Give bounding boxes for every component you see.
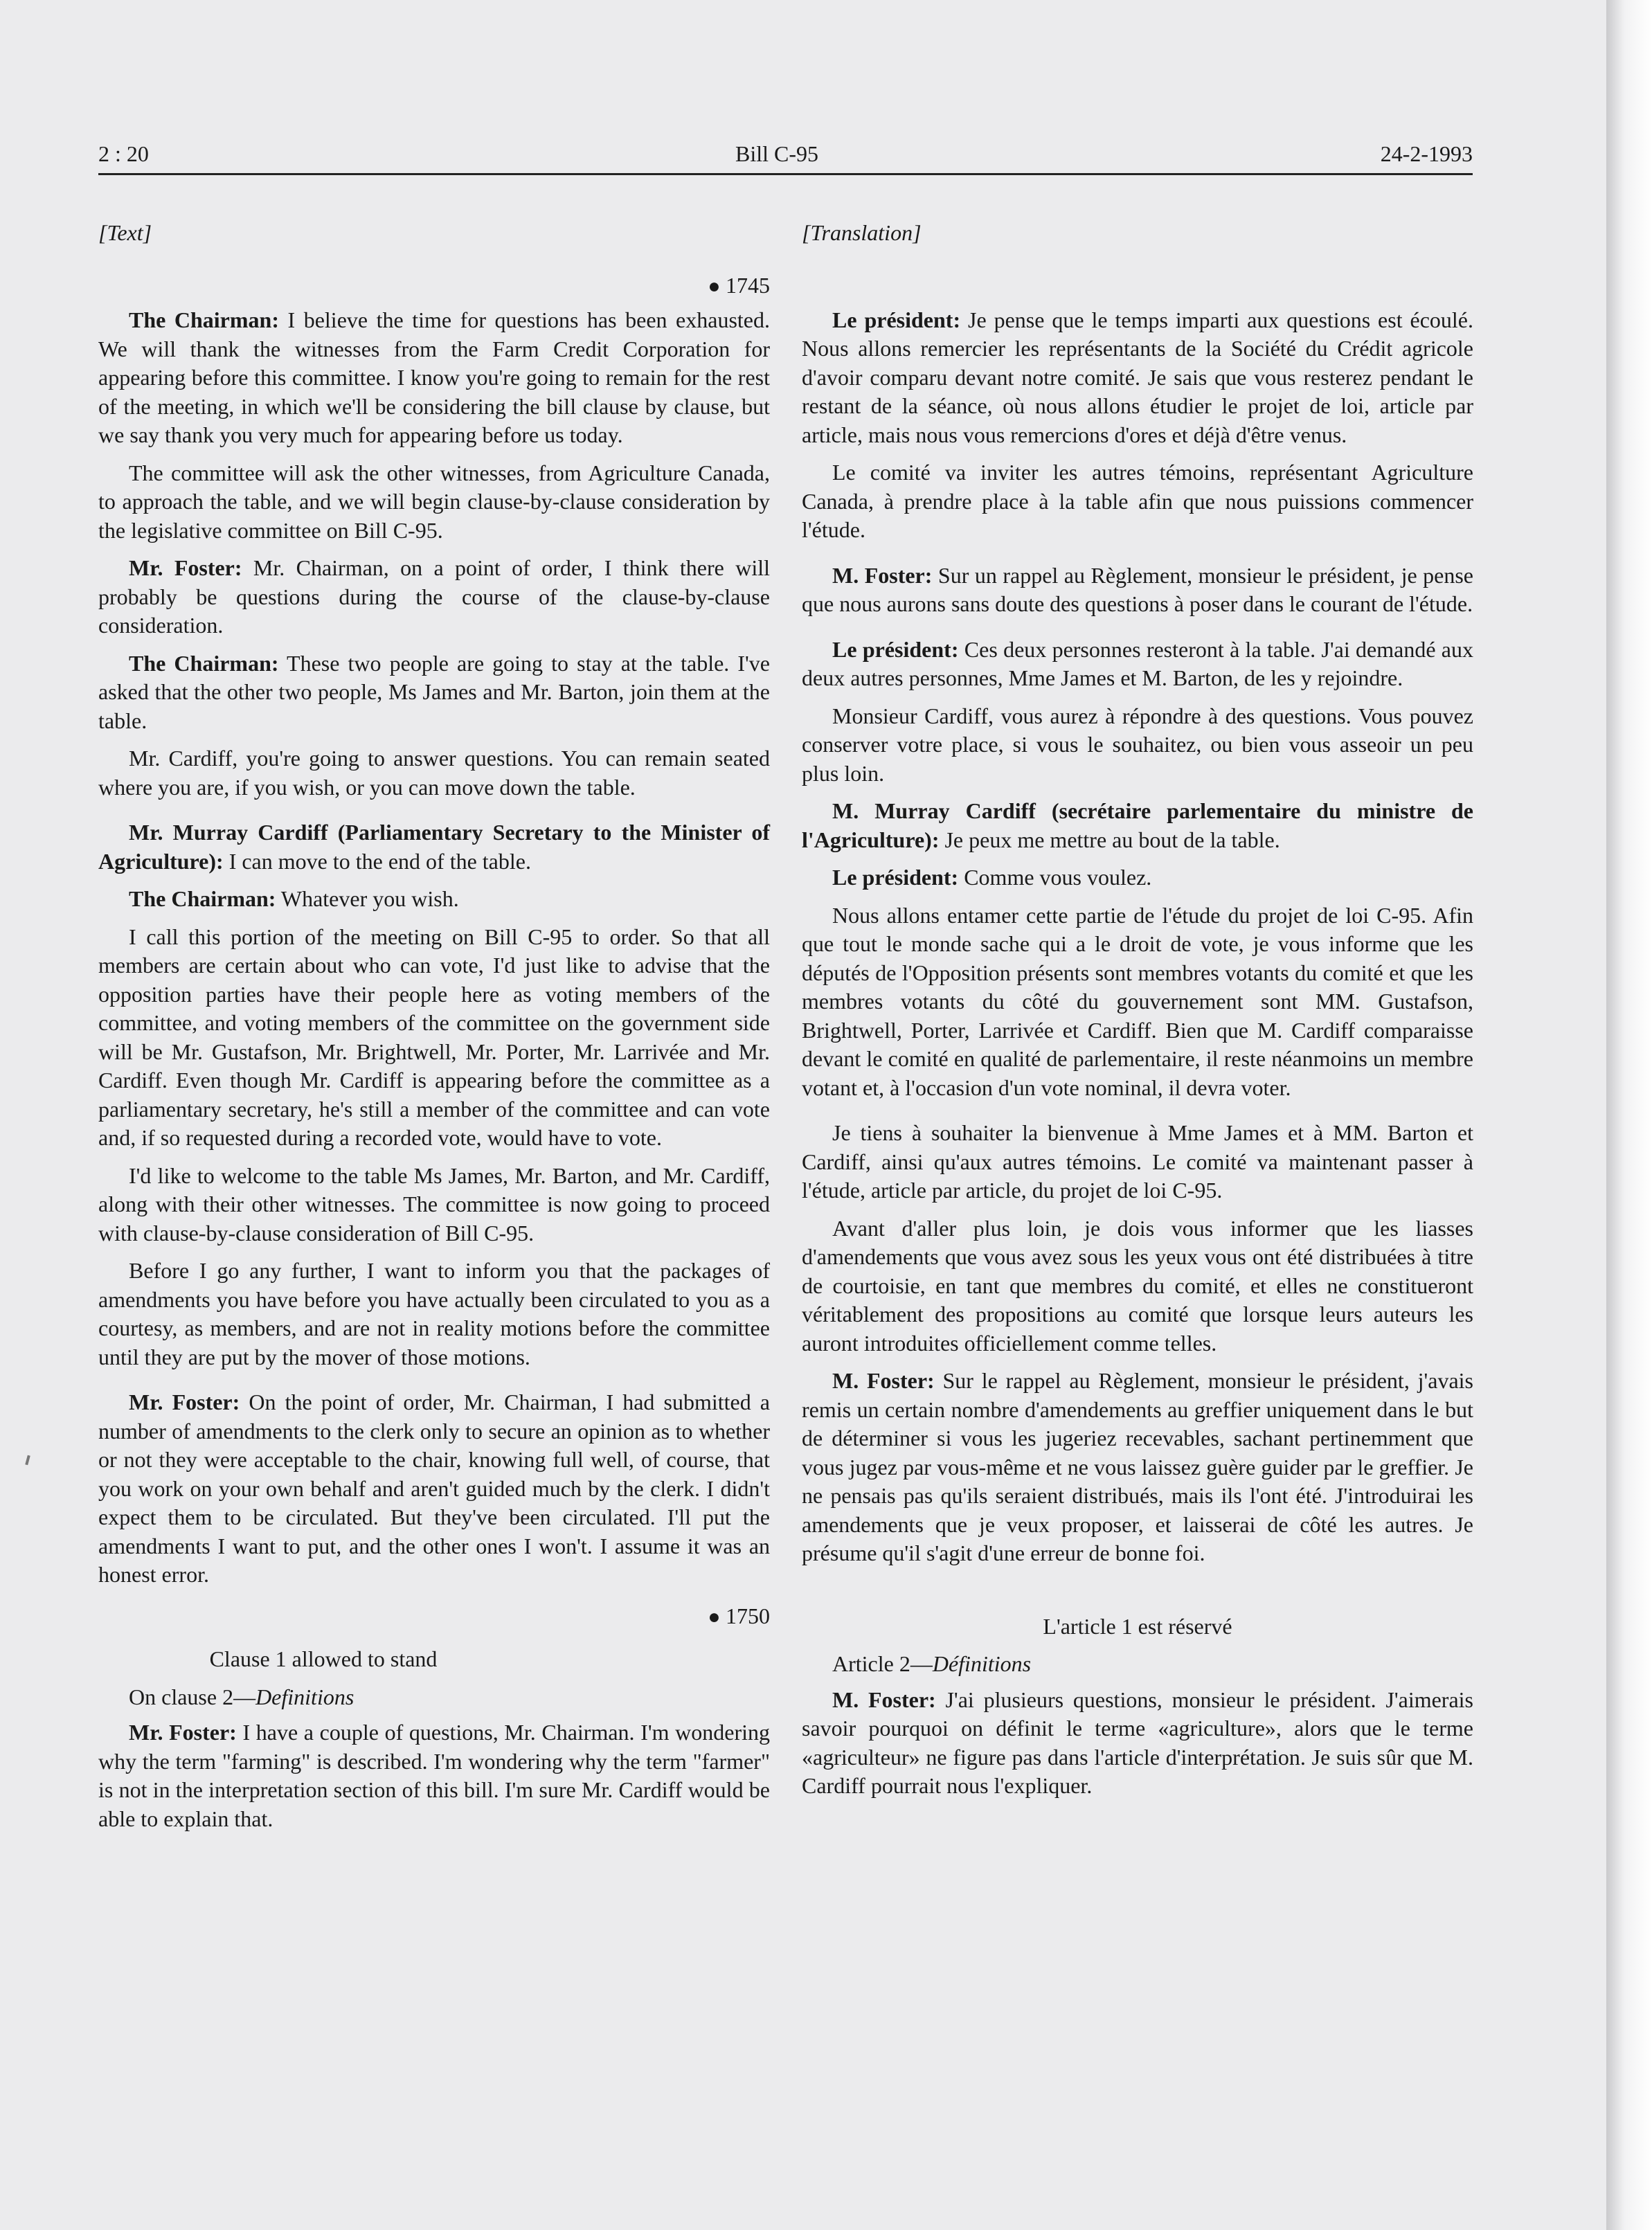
page-header <box>98 141 1473 173</box>
speaker-name: Mr. Foster: <box>129 555 242 580</box>
paragraph <box>802 458 1473 545</box>
speech-text: Whatever you wish. <box>276 886 459 911</box>
speech-text: Ces deux personnes resteront à la table. J'ai demandé aux deux autres personnes, Mme James et M. Barton, de les y rejoindre. <box>802 636 1474 690</box>
clause-heading-title: Définitions <box>932 1651 1032 1676</box>
speaker-name: The Chairman: <box>129 650 279 676</box>
speech-text: Nous allons entamer cette partie de l'étude du projet de loi C-95. Afin que tout le monde sache qui a le droit de vote, je vous informe que les députés de l'Opposition présents sont membres votants du comité et que les membres votants du côté du gouvernement sont MM. Gustafson, Brightwell, Porter, Larrivée et Cardiff. Bien que M. Cardiff comparaisse devant le comité en qualité de parlementaire, il reste néanmoins un membre votant et, à l'occasion d'un vote nominal, il devra voter. <box>802 902 1473 1100</box>
speech-text: I believe the time for questions has been exhausted. We will thank the witnesses from the Farm Credit Corporation for appearing before this committee. I know you're going to remain for the rest of the meeting, in which we'll be considering the bill clause by clause, but we say thank you very much for appearing before us today. <box>98 307 770 447</box>
speaker-name: Mr. Foster: <box>129 1720 237 1745</box>
speaker-name: The Chairman: <box>129 886 276 911</box>
speech-text: These two people are going to stay at the table. I've asked that the other two people, Ms James and Mr. Barton, join them at the table. <box>98 650 771 733</box>
time-marker: ● 1745 <box>708 272 770 298</box>
paragraph <box>98 885 770 914</box>
speech-text: Mr. Cardiff, you're going to answer questions. You can remain seated where you are, if you wish, or you can move down the table. <box>98 746 770 800</box>
clause-status: L'article 1 est réservé <box>1043 1613 1232 1639</box>
column-label: [Translation] <box>802 220 922 245</box>
paragraph <box>802 1367 1473 1568</box>
paragraph <box>802 561 1473 619</box>
paragraph <box>802 636 1473 693</box>
clause-heading <box>98 1683 770 1712</box>
clause-heading <box>802 1650 1473 1679</box>
paragraph <box>98 306 770 450</box>
paragraph <box>802 1214 1473 1358</box>
speech-text: Je tiens à souhaiter la bienvenue à Mme James et à MM. Barton et Cardiff, ainsi qu'aux autres témoins. Le comité va maintenant passer à l'étude, article par article, du projet de loi C-95. <box>802 1120 1473 1203</box>
page-number: 2 : 20 <box>98 141 149 166</box>
time-marker: ● 1750 <box>708 1603 770 1628</box>
speech-text: Before I go any further, I want to inform you that the packages of amendments you have before you have actually been circulated to you as a courtesy, as members, and are not in reality motions before the committee until they are put by the mover of those motions. <box>98 1258 770 1369</box>
speech-text: Je peux me mettre au bout de la table. <box>939 827 1280 852</box>
clause-heading-prefix: Article 2— <box>832 1651 933 1676</box>
speaker-name: M. Foster: <box>832 1687 936 1712</box>
paragraph <box>802 863 1473 892</box>
paragraph <box>802 306 1473 450</box>
paragraph <box>802 1686 1473 1801</box>
speaker-name: Le président: <box>832 865 959 890</box>
speaker-name: Mr. Foster: <box>129 1390 240 1414</box>
paragraph <box>98 649 770 736</box>
page-edge-shadow <box>1606 0 1652 2230</box>
english-column <box>98 219 770 1842</box>
speech-text: Sur le rappel au Règlement, monsieur le président, j'avais remis un certain nombre d'amendements au greffier uniquement dans le but de déterminer si vous les jugeriez recevables, sachant pertinemment que vous jugez par vous-même et ne vous laissez guère guider par le greffier. Je ne pensais pas qu'ils seraient distribués, mais ils l'ont été. J'introduirai les amendements que je veux proposer, et laisserai de côté les autres. Je présume qu'il s'agit d'une erreur de bonne foi. <box>802 1368 1474 1565</box>
paragraph <box>802 1119 1473 1205</box>
speaker-name: The Chairman: <box>129 307 279 332</box>
speech-text: I have a couple of questions, Mr. Chairman. I'm wondering why the term "farming" is described. I'm wondering why the term "farmer" is not in the interpretation section of this bill. I'm sure Mr. Cardiff would be able to explain that. <box>98 1720 771 1831</box>
speech-text: Sur un rappel au Règlement, monsieur le président, je pense que nous aurons sans doute des questions à poser dans le courant de l'étude. <box>802 562 1474 616</box>
speech-text: Mr. Chairman, on a point of order, I think there will probably be questions during the course of the clause-by-clause consideration. <box>98 555 771 638</box>
speaker-name: Mr. Murray Cardiff (Parliamentary Secretary to the Minister of Agriculture): <box>98 820 770 874</box>
clause-status: Clause 1 allowed to stand <box>209 1646 438 1671</box>
speech-text: Monsieur Cardiff, vous aurez à répondre à des questions. Vous pouvez conserver votre place, si vous le souhaitez, ou bien vous asseoir un peu plus loin. <box>802 703 1473 786</box>
speech-text: Je pense que le temps imparti aux questions est écoulé. Nous allons remercier les représentants de la Société du Crédit agricole d'avoir comparu devant notre comité. Je sais que vous resterez pendant le restant de la séance, où nous allons étudier le projet de loi, article par article, mais nous vous remercions d'ores et déjà d'être venus. <box>802 307 1474 447</box>
speech-text: I can move to the end of the table. <box>223 848 531 874</box>
speech-text: I call this portion of the meeting on Bill C-95 to order. So that all members are certain about who can vote, I'd just like to advise that the opposition parties have their people here as voting members of the committee, and voting members of the committee on the government side will be Mr. Gustafson, Mr. Brightwell, Mr. Porter, Mr. Larrivée and Mr. Cardiff. Even though Mr. Cardiff is appearing before the committee as a parliamentary secretary, he's still a member of the committee and can vote and, if so requested during a recorded vote, would have to vote. <box>98 924 770 1150</box>
margin-mark <box>25 1455 30 1466</box>
bill-title: Bill C-95 <box>735 141 819 166</box>
paragraph <box>98 554 770 640</box>
speech-text: Comme vous voulez. <box>958 865 1152 890</box>
clause-heading-prefix: On clause 2— <box>129 1684 256 1709</box>
speech-text: Avant d'aller plus loin, je dois vous informer que les liasses d'amendements que vous avez sous les yeux vous ont été distribuées à titre de courtoisie, en tant que membres du comité, et elles ne constitueront véritablement des propositions au comité que lorsque leurs auteurs les auront introduites officiellement comme telles. <box>802 1215 1473 1356</box>
speaker-name: Le président: <box>832 307 961 332</box>
header-rule <box>98 173 1473 175</box>
speech-text: I'd like to welcome to the table Ms James, Mr. Barton, and Mr. Cardiff, along with their other witnesses. The committee is now going to proceed with clause-by-clause consideration of Bill C-95. <box>98 1162 770 1246</box>
time-value: 1750 <box>726 1603 770 1628</box>
paragraph <box>98 744 770 802</box>
page-date: 24-2-1993 <box>1380 141 1473 166</box>
speaker-name: M. Murray Cardiff (secrétaire parlementaire du ministre de l'Agriculture): <box>802 798 1473 852</box>
clause-heading-title: Definitions <box>255 1684 354 1709</box>
speaker-name: Le président: <box>832 636 959 662</box>
paragraph <box>802 702 1473 789</box>
column-label: [Text] <box>98 220 152 245</box>
paragraph <box>98 1718 770 1833</box>
time-value: 1745 <box>726 272 770 298</box>
paragraph <box>802 797 1473 854</box>
paragraph <box>98 1257 770 1372</box>
paragraph <box>98 818 770 876</box>
speech-text: The committee will ask the other witnesses, from Agriculture Canada, to approach the table, and we will begin clause-by-clause consideration by the legislative committee on Bill C-95. <box>98 460 770 543</box>
paragraph <box>98 1162 770 1248</box>
speech-text: J'ai plusieurs questions, monsieur le président. J'aimerais savoir pourquoi on définit le terme «agriculture», alors que le terme «agriculteur» ne figure pas dans l'article d'interprétation. Je suis sûr que M. Cardiff pourrait nous l'expliquer. <box>802 1687 1474 1798</box>
speaker-name: M. Foster: <box>832 1368 935 1393</box>
paragraph <box>98 1388 770 1590</box>
paragraph <box>98 459 770 546</box>
speaker-name: M. Foster: <box>832 562 933 588</box>
paragraph <box>802 901 1473 1103</box>
paragraph <box>98 923 770 1153</box>
french-column <box>802 219 1473 1810</box>
speech-text: Le comité va inviter les autres témoins, représentant Agriculture Canada, à prendre place à la table afin que nous puissions commencer l'étude. <box>802 460 1473 542</box>
speech-text: On the point of order, Mr. Chairman, I had submitted a number of amendments to the clerk only to secure an opinion as to whether or not they were acceptable to the chair, knowing full well, of course, that you work on your own behalf and aren't guided much by the clerk. I didn't expect them to be circulated. But they've been circulated. I'll put the amendments I want to put, and the other ones I won't. I assume it was an honest error. <box>98 1390 770 1587</box>
